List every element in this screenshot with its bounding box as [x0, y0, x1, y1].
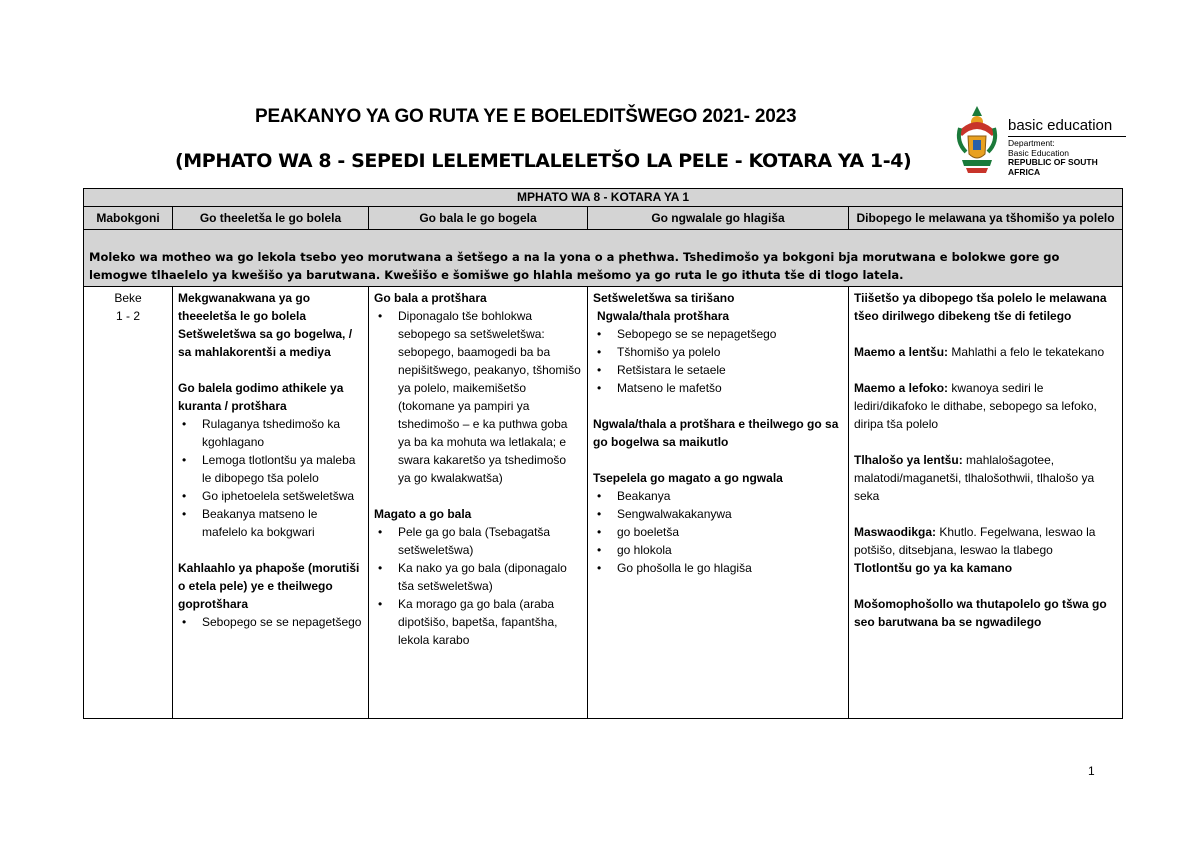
reading-heading: Go bala a protšhara — [374, 291, 487, 305]
department-logo — [950, 100, 1130, 180]
coat-of-arms-icon — [952, 102, 1002, 178]
word-level-paragraph — [854, 343, 1117, 361]
word-level-label: Maemo a lentšu: — [854, 345, 949, 359]
listening-heading: Mekgwanakwana ya go theeeletša le go bolela — [178, 291, 311, 323]
list-item: • Rulaganya tshedimošo ka kgohlagano — [178, 415, 363, 451]
grade-term-header: MPHATO WA 8 - KOTARA YA 1 — [84, 189, 1123, 207]
document-title: PEAKANYO YA GO RUTA YE E BOELEDITŠWEGO 2021- 2023 — [255, 106, 797, 127]
class-discussion-heading: Kahlaahlo ya phapoše (morutiši o etela pele) ye e theilwego goprotšhara — [178, 561, 360, 611]
column-header-listening: Go theeletša le go bolela — [173, 207, 369, 230]
reading-steps-heading: Magato a go bala — [374, 507, 472, 521]
list-item: • Ka nako ya go bala (diponagalo tša setšweletšwa) — [374, 559, 582, 595]
column-header-skills: Mabokgoni — [84, 207, 173, 230]
writing-presenting-cell — [588, 287, 849, 719]
list-item: • Go iphetoelela setšweletšwa — [178, 487, 363, 505]
week-cell — [84, 287, 173, 719]
logo-main-text: basic education — [1008, 117, 1113, 134]
logo-sub-line-2: Basic Education — [1008, 147, 1069, 158]
consolidation-heading: Tiišetšo ya dibopego tša polelo le melawana tšeo dirilwego dibekeng tše di fetilego — [854, 291, 1107, 323]
list-item: • Beakanya matseno le mafelelo ka bokgwari — [178, 505, 363, 541]
poster-criteria-list — [593, 325, 843, 397]
list-item: • Beakanya — [593, 487, 843, 505]
logo-sub-line-1: Department: — [1008, 138, 1055, 148]
list-item: • Go phošolla le go hlagiša — [593, 559, 843, 577]
writing-process-list — [593, 487, 843, 577]
word-level-text: Mahlathi a felo le tekatekano — [948, 345, 1105, 359]
language-structures-cell — [849, 287, 1123, 719]
list-item: • Ka morago ga go bala (araba dipotšišo, bapetša, fapantšha, lekola karabo — [374, 595, 582, 649]
listening-speaking-cell — [173, 287, 369, 719]
list-item: • Tšhomišo ya polelo — [593, 343, 843, 361]
list-item: • Retšistara le setaele — [593, 361, 843, 379]
list-item: • Sengwalwakakanywa — [593, 505, 843, 523]
list-item: • go hlokola — [593, 541, 843, 559]
logo-divider — [1008, 136, 1126, 137]
reading-steps-list — [374, 523, 582, 649]
list-item: • Matseno le mafetšo — [593, 379, 843, 397]
column-header-language: Dibopego le melawana ya tšhomišo ya polelo — [849, 207, 1123, 230]
read-aloud-heading: Go balela godimo athikele ya kuranta / protšhara — [178, 381, 344, 413]
class-discussion-list — [178, 613, 363, 631]
sentence-level-paragraph — [854, 379, 1117, 433]
remedial-work-heading: Mošomophošollo wa thutapolelo go tšwa go seo barutwana ba se ngwadilego — [854, 597, 1107, 629]
list-item: • go boeletša — [593, 523, 843, 541]
sentence-level-label: Maemo a lefoko: — [854, 381, 949, 395]
logo-text — [1008, 118, 1130, 177]
week-range: 1 - 2 — [115, 309, 140, 323]
writing-process-heading: Tsepelela go magato a go ngwala — [593, 471, 783, 485]
word-meaning-text: mahlalošagotee, malatodi/maganetši, tlhalošothwii, tlhalošo ya seka — [854, 453, 1095, 503]
document-subtitle: (MPHATO WA 8 - SEPEDI LELEMETLALELETŠO LA PELE - KOTARA YA 1-4) — [175, 150, 912, 172]
word-meaning-paragraph — [854, 451, 1117, 505]
week-label: Beke — [114, 291, 142, 305]
list-item: • Sebopego se se nepagetšego — [593, 325, 843, 343]
teaching-plan-table — [83, 188, 1123, 719]
logo-sub-line-3: REPUBLIC OF SOUTH AFRICA — [1008, 157, 1098, 177]
punctuation-paragraph — [854, 523, 1117, 559]
baseline-assessment-note: Moleko wa motheo wa go lekola tsebo yeo morutwana a šetšego a na la yona o a phethwa. Tshedimošo ya bokgoni bja morutwana e bolokwe gore go lemogwe tlhaelelo ya kwešišo ya barutwana. Kwešišo e šomišwe go hlahla mešomo ya go ruta le go ithuta tše di tlogo latela. — [84, 230, 1123, 287]
list-item: • Sebopego se se nepagetšego — [178, 613, 363, 631]
list-item: • Diponagalo tše bohlokwa sebopego sa setšweletšwa: sebopego, baamogedi ba ba nepišitšwego, peakanyo, tšhomišo ya polelo, maikemišetšo (tokomane ya pampiri ya tshedimošo – e ka puthwa goba ya ba ka mohuta wa letlakala; e swara kakaretšo ya tshedimošo ya go kwalakwatša) — [374, 307, 582, 487]
viewing-text-heading: Setšweletšwa sa go bogelwa, / sa mahlakorentši a mediya — [178, 327, 353, 359]
reading-features-list — [374, 307, 582, 487]
reading-viewing-cell — [369, 287, 588, 719]
page-number: 1 — [1088, 764, 1095, 778]
sentence-level-text: kwanoya sediri le lediri/dikafoko le dithabe, sebopego sa lefoko, diripa tša polelo — [854, 381, 1097, 431]
list-item: • Lemoga tlotlontšu ya maleba le dibopego tša polelo — [178, 451, 363, 487]
read-aloud-list — [178, 415, 363, 541]
punctuation-label: Maswaodikga: — [854, 525, 937, 539]
vocabulary-heading: Tlotlontšu go ya ka kamano — [854, 561, 1013, 575]
list-item: • Pele ga go bala (Tsebagatša setšweletšwa) — [374, 523, 582, 559]
column-header-writing: Go ngwalale go hlagiša — [588, 207, 849, 230]
emotive-poster-heading: Ngwala/thala a protšhara e theilwego go sa go bogelwa sa maikutlo — [593, 417, 839, 449]
punctuation-text: Khutlo. Fegelwana, leswao la potšišo, ditsebjana, leswao la tlabego — [854, 525, 1096, 557]
column-header-reading: Go bala le go bogela — [369, 207, 588, 230]
write-poster-heading: Ngwala/thala protšhara — [597, 309, 730, 323]
transactional-text-heading: Setšweletšwa sa tirišano — [593, 291, 735, 305]
word-meaning-label: Tlhalošo ya lentšu: — [854, 453, 963, 467]
